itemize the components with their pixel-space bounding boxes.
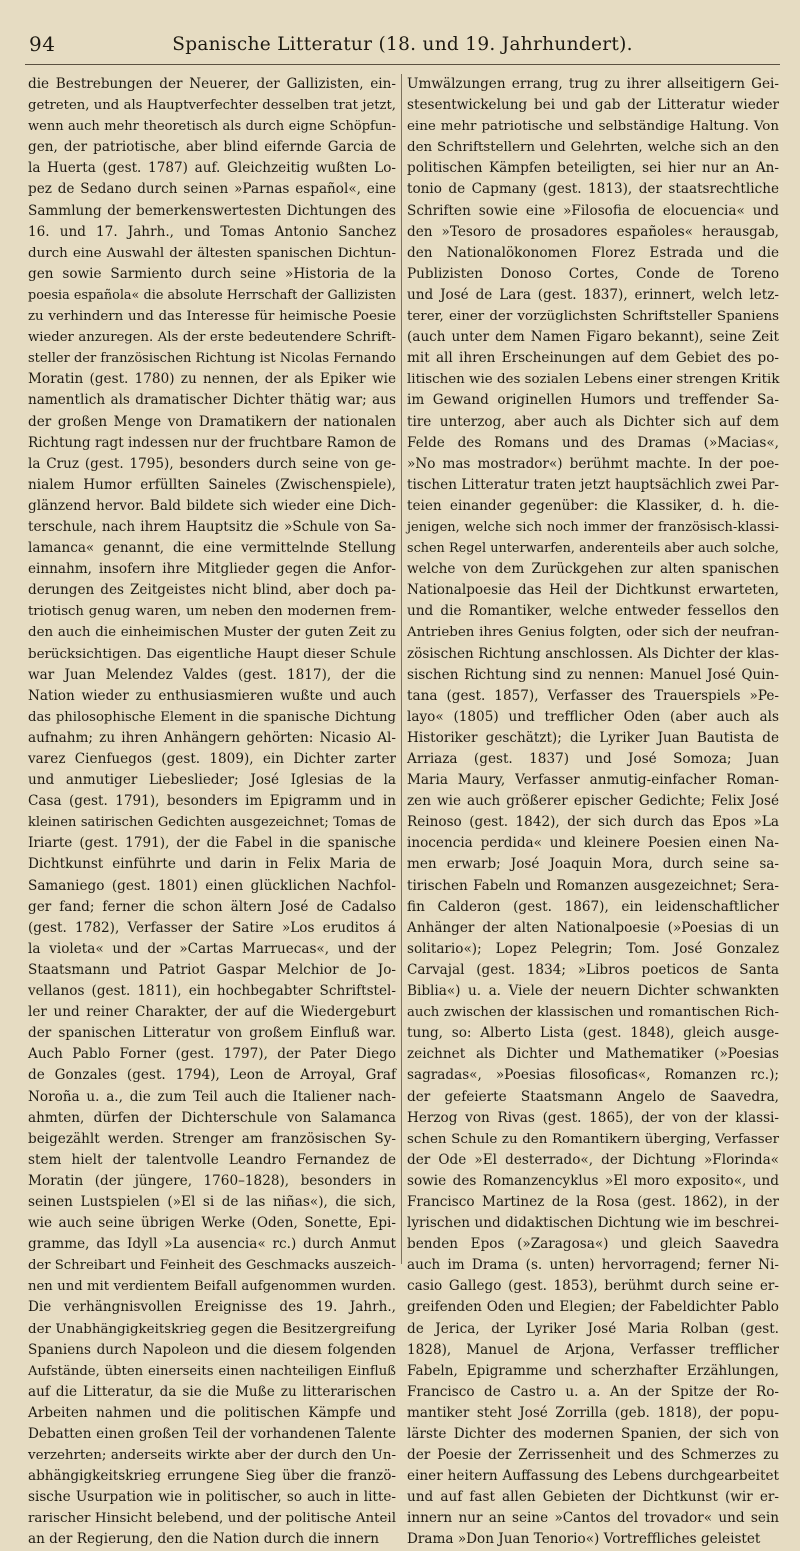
text-line: beigezählt werden. Strenger am französischen Sy- (28, 1130, 396, 1147)
text-line: Arbeiten nahmen und die politischen Kämpfe und (28, 1404, 396, 1421)
text-line: Francisco de Castro u. a. An der Spitze der Ro- (407, 1383, 779, 1400)
text-line: teien einander gegenüber: die Klassiker, d. h. die- (407, 497, 779, 514)
text-line: Sammlung der bemerkenswertesten Dichtungen des (28, 202, 396, 219)
text-line: solitario«); Lopez Pelegrin; Tom. José Gonzalez (407, 940, 779, 957)
text-line: den Schriftstellern und Gelehrten, welche sich an den (407, 140, 779, 156)
text-line: tirischen Fabeln und Romanzen ausgezeichnet; Sera- (407, 877, 779, 894)
text-line: auf die Litteratur, da sie die Muße zu litterarischen (28, 1383, 396, 1400)
text-line: sagradas«, »Poesias filosoficas«, Romanzen rc.); (407, 1067, 779, 1084)
text-line: die Bestrebungen der Neuerer, der Gallizisten, ein- (28, 76, 396, 92)
text-line: im Gewand originellen Humors und treffender Sa- (407, 392, 779, 409)
text-line: wieder anzuregen. Als der erste bedeutendere Schrift- (28, 330, 396, 346)
text-line: lyrischen und didaktischen Dichtung wie im beschrei- (407, 1215, 779, 1232)
text-line: Nationalpoesie das Heil der Dichtkunst erwarteten, (407, 582, 779, 599)
text-line: Iriarte (gest. 1791), der die Fabel in die spanische (28, 835, 396, 852)
text-line: war Juan Melendez Valdes (gest. 1817), der die (28, 666, 396, 683)
text-line: Noroña u. a., die zum Teil auch die Italiener nach- (28, 1088, 396, 1105)
text-line: rarischer Hinsicht belebend, und der politische Anteil (28, 1511, 396, 1527)
text-line: zu verhindern und das Interesse für heimische Poesie (28, 309, 396, 325)
text-line: Felde des Romans und des Dramas (»Macias«, (407, 434, 779, 451)
text-line: abhängigkeitskrieg errungene Sieg über die franzö- (28, 1468, 396, 1485)
text-line: Fabeln, Epigramme und scherzhafter Erzählungen, (407, 1362, 779, 1379)
text-line: der Ode »El desterrado«, der Dichtung »Florinda« (407, 1151, 779, 1168)
text-line: jenigen, welche sich noch immer der französisch-klassi- (407, 519, 779, 535)
text-line: Antrieben ihres Genius folgten, oder sich der neufran- (407, 625, 779, 641)
text-line: tire unterzog, aber auch als Dichter sich auf dem (407, 413, 779, 430)
text-line: Anhänger der alten Nationalpoesie (»Poesias di un (407, 919, 779, 936)
text-line: de Jerica, der Lyriker José Maria Rolban (gest. (407, 1320, 779, 1337)
text-line: eine mehr patriotische und selbständige Haltung. Von (407, 119, 779, 135)
text-line: schen Regel unterwarfen, anderenteils aber auch solche, (407, 541, 779, 557)
text-line: varez Cienfuegos (gest. 1809), ein Dichter zarter (28, 751, 396, 767)
text-line: sischen Richtung sind zu nennen: Manuel José Quin- (407, 666, 779, 683)
text-line: la violeta« und der »Cartas Marruecas«, und der (28, 940, 396, 957)
text-line: Maria Maury, Verfasser anmutig-einfacher Roman- (407, 772, 779, 789)
text-line: seinen Lustspielen (»El si de las niñas«), die sich, (28, 1193, 396, 1210)
text-line: berücksichtigen. Das eigentliche Haupt dieser Schule (28, 646, 396, 662)
text-line: der Unabhängigkeitskrieg gegen die Besitzergreifung (28, 1321, 396, 1337)
left-text-column (28, 74, 397, 1548)
text-line: namentlich als dramatischer Dichter thätig war; aus (28, 392, 396, 409)
text-line: das philosophische Element in die spanische Dichtung (28, 709, 396, 725)
text-line: durch eine Auswahl der ältesten spanischen Dichtun- (28, 245, 396, 261)
text-line: politischen Kämpfen beteiligten, sei hier nur an An- (407, 160, 779, 177)
text-line: stesentwickelung bei und gab der Litteratur wieder (407, 97, 779, 114)
text-line: Reinoso (gest. 1842), der sich durch das Epos »La (407, 814, 779, 831)
text-line: den Nationalökonomen Florez Estrada und die (407, 244, 779, 261)
text-line: Francisco Martinez de la Rosa (gest. 1862), in der (407, 1193, 779, 1210)
text-line: Casa (gest. 1791), besonders im Epigramm und in (28, 793, 396, 810)
text-line: terer, einer der vorzüglichsten Schriftsteller Spaniens (407, 309, 779, 325)
text-line: wenn auch mehr theoretisch als durch eigne Schöpfun- (28, 119, 396, 135)
text-line: verzehrten; anderseits wirkte aber der durch den Un- (28, 1448, 396, 1464)
text-line: den auch die einheimischen Muster der guten Zeit zu (28, 625, 396, 641)
text-line: der Schreibart und Feinheit des Geschmacks auszeich- (28, 1258, 396, 1274)
text-line: tonio de Capmany (gest. 1813), der staatsrechtliche (407, 181, 779, 198)
text-line: Samaniego (gest. 1801) einen glücklichen Nachfol- (28, 877, 396, 894)
text-line: und die Romantiker, welche entweder fessellos den (407, 603, 779, 620)
column-divider (401, 74, 402, 1264)
text-line: sische Usurpation wie in politischer, so auch in litte- (28, 1489, 396, 1506)
text-line: lärste Dichter des modernen Spanien, der sich von (407, 1426, 779, 1442)
text-line: der Poesie der Zerrissenheit und des Schmerzes zu (407, 1447, 779, 1464)
text-line: Drama »Don Juan Tenorio«) Vortreffliches geleistet (407, 1531, 761, 1548)
text-line: layo« (1805) und trefflicher Oden (aber auch als (407, 708, 779, 725)
text-line: Moratin (gest. 1780) zu nennen, der als Epiker wie (28, 371, 396, 388)
text-line: Arriaza (gest. 1837) und José Somoza; Juan (407, 751, 779, 767)
text-line: terschule, nach ihrem Hauptsitz die »Schule von Sa- (28, 518, 396, 535)
text-line: aufnahm; zu ihren Anhängern gehörten: Nicasio Al- (28, 729, 396, 746)
text-line: ger fand; ferner die schon ältern José de Cadalso (28, 898, 396, 915)
text-line: der spanischen Litteratur von großem Einfluß war. (28, 1025, 396, 1042)
text-line: Herzog von Rivas (gest. 1865), der von der klassi- (407, 1109, 779, 1126)
text-line: Staatsmann und Patriot Gaspar Melchior de Jo- (28, 961, 396, 978)
text-line: derungen des Zeitgeistes nicht blind, aber doch pa- (28, 582, 396, 599)
page-number: 94 (29, 32, 56, 56)
text-line: ler und reiner Charakter, der auf die Wiedergeburt (28, 1004, 396, 1021)
text-line: Umwälzungen errang, trug zu ihrer allseitigern Gei- (407, 76, 779, 92)
text-line: Spaniens durch Napoleon und die diesem folgenden (28, 1341, 396, 1358)
text-line: mit all ihren Erscheinungen auf dem Gebiet des po- (407, 350, 779, 367)
text-line: benden Epos (»Zaragosa«) und gleich Saavedra (407, 1236, 779, 1253)
text-line: nialem Humor erfüllten Saineles (Zwischenspiele), (28, 476, 396, 493)
text-line: triotisch genug waren, um neben den modernen frem- (28, 604, 396, 620)
text-line: zösischen Richtung anschlossen. Als Dichter der klas- (407, 645, 779, 662)
text-line: tung, so: Alberto Lista (gest. 1848), gleich ausge- (407, 1025, 779, 1042)
text-line: sowie des Romanzencyklus »El moro exposito«, und (407, 1172, 779, 1189)
text-line: fin Calderon (gest. 1867), ein leidenschaftlicher (407, 898, 779, 915)
text-line: 1828), Manuel de Arjona, Verfasser trefflicher (407, 1341, 779, 1358)
text-line: einnahm, insofern ihre Mitglieder gegen die Anfor- (28, 561, 396, 578)
text-line: Publizisten Donoso Cortes, Conde de Toreno (407, 265, 779, 282)
text-line: litischen wie des sozialen Lebens einer strengen Kritik (407, 372, 780, 388)
text-line: zen wie auch größerer epischer Gedichte; Felix José (407, 793, 779, 810)
text-line: und auf fast allen Gebieten der Dichtkunst (wir er- (407, 1489, 779, 1506)
right-text-column (407, 74, 780, 1548)
text-line: ahmten, dürfen der Dichterschule von Salamanca (28, 1109, 396, 1126)
text-line: Auch Pablo Forner (gest. 1797), der Pater Diego (28, 1046, 396, 1063)
text-line: greifenden Oden und Elegien; der Fabeldichter Pablo (407, 1299, 779, 1316)
page-header (25, 30, 780, 65)
text-line: steller der französischen Richtung ist Nicolas Fernando (28, 351, 396, 367)
text-line: Dichtkunst einführte und darin in Felix Maria de (28, 856, 396, 873)
text-line: auch im Drama (s. unten) hervorragend; ferner Ni- (407, 1257, 779, 1274)
text-line: Die verhängnisvollen Ereignisse des 19. Jahrh., (28, 1299, 396, 1316)
text-line: tischen Litteratur traten jetzt hauptsächlich zwei Par- (407, 476, 779, 493)
text-line: an der Regierung, den die Nation durch die innern (28, 1531, 379, 1548)
text-line: 16. und 17. Jahrh., und Tomas Antonio Sanchez (28, 223, 396, 240)
text-line: wie auch seine übrigen Werke (Oden, Sonette, Epi- (28, 1215, 396, 1232)
text-line: men erwarb; José Joaquin Mora, durch seine sa- (407, 856, 779, 873)
text-line: der großen Menge von Dramatikern der nationalen (28, 413, 396, 430)
text-line: la Cruz (gest. 1795), besonders durch seine von ge- (28, 455, 396, 472)
text-line: gramme, das Idyll »La ausencia« rc.) durch Anmut (28, 1236, 396, 1253)
text-line: den »Tesoro de prosadores españoles« herausgab, (407, 223, 779, 240)
text-line: mantiker steht José Zorrilla (geb. 1818), der popu- (407, 1404, 779, 1421)
text-line: inocencia perdida« und kleinere Poesien einen Na- (407, 835, 779, 852)
text-line: gen, der patriotische, aber blind eifernde Garcia de (28, 139, 396, 156)
text-line: Schriften sowie eine »Filosofia de elocuencia« und (407, 202, 779, 219)
text-line: innern nur an seine »Cantos del trovador« und sein (407, 1510, 779, 1527)
text-line: und José de Lara (gest. 1837), erinnert, welch letz- (407, 286, 779, 303)
text-line: Biblia«) u. a. Viele der neuern Dichter schwankten (407, 983, 779, 1000)
text-line: gen sowie Sarmiento durch seine »Historia de la (28, 265, 396, 282)
text-line: Nation wieder zu enthusiasmieren wußte und auch (28, 687, 396, 704)
text-line: casio Gallego (gest. 1853), berühmt durch seine er- (407, 1278, 779, 1295)
text-line: welche von dem Zurückgehen zur alten spanischen (407, 561, 779, 578)
text-line: und anmutiger Liebeslieder; José Iglesias de la (28, 772, 396, 789)
text-line: Carvajal (gest. 1834; »Libros poeticos de Santa (407, 961, 779, 978)
text-line: glänzend hervor. Bald bildete sich wieder eine Dich- (28, 497, 396, 514)
text-line: poesia española« die absolute Herrschaft der Gallizisten (28, 287, 396, 303)
text-line: pez de Sedano durch seinen »Parnas español«, eine (28, 181, 396, 198)
text-line: la Huerta (gest. 1787) auf. Gleichzeitig wußten Lo- (28, 160, 396, 177)
text-line: vellanos (gest. 1811), ein hochbegabter Schriftstel- (28, 983, 396, 1000)
text-line: Moratin (der jüngere, 1760–1828), besonders in (28, 1172, 396, 1189)
text-line: »No mas mostrador«) berühmt machte. In der poe- (407, 455, 779, 472)
text-line: tana (gest. 1857), Verfasser des Trauerspiels »Pe- (407, 687, 779, 704)
text-line: (auch unter dem Namen Figaro bekannt), seine Zeit (407, 329, 779, 346)
text-line: stem hielt der talentvolle Leandro Fernandez de (28, 1151, 396, 1168)
text-line: nen und mit verdientem Beifall aufgenommen wurden. (28, 1279, 396, 1295)
text-line: kleinen satirischen Gedichten ausgezeichnet; Tomas de (28, 815, 396, 831)
running-title: Spanische Litteratur (18. und 19. Jahrhundert). (172, 34, 633, 55)
text-line: schen Schule zu den Romantikern überging, Verfasser (407, 1131, 779, 1147)
text-line: getreten, und als Hauptverfechter desselben trat jetzt, (28, 98, 396, 114)
text-line: zeichnet als Dichter und Mathematiker (»Poesias (407, 1046, 779, 1063)
text-line: lamanca« genannt, die eine vermittelnde Stellung (28, 540, 396, 557)
text-line: Historiker geschätzt); die Lyriker Juan Bautista de (407, 729, 779, 746)
text-line: einer heitern Auffassung des Lebens durchgearbeitet (407, 1468, 779, 1485)
text-line: auch zwischen der klassischen und romantischen Rich- (407, 1005, 779, 1021)
text-line: Aufstände, übten einerseits einen nachteiligen Einfluß (28, 1363, 396, 1379)
text-line: der gefeierte Staatsmann Angelo de Saavedra, (407, 1088, 779, 1105)
text-line: Debatten einen großen Teil der vorhandenen Talente (28, 1426, 396, 1442)
text-line: Richtung ragt indessen nur der fruchtbare Ramon de (28, 434, 397, 451)
text-line: de Gonzales (gest. 1794), Leon de Arroyal, Graf (28, 1067, 396, 1084)
text-line: (gest. 1782), Verfasser der Satire »Los eruditos á (28, 919, 396, 936)
